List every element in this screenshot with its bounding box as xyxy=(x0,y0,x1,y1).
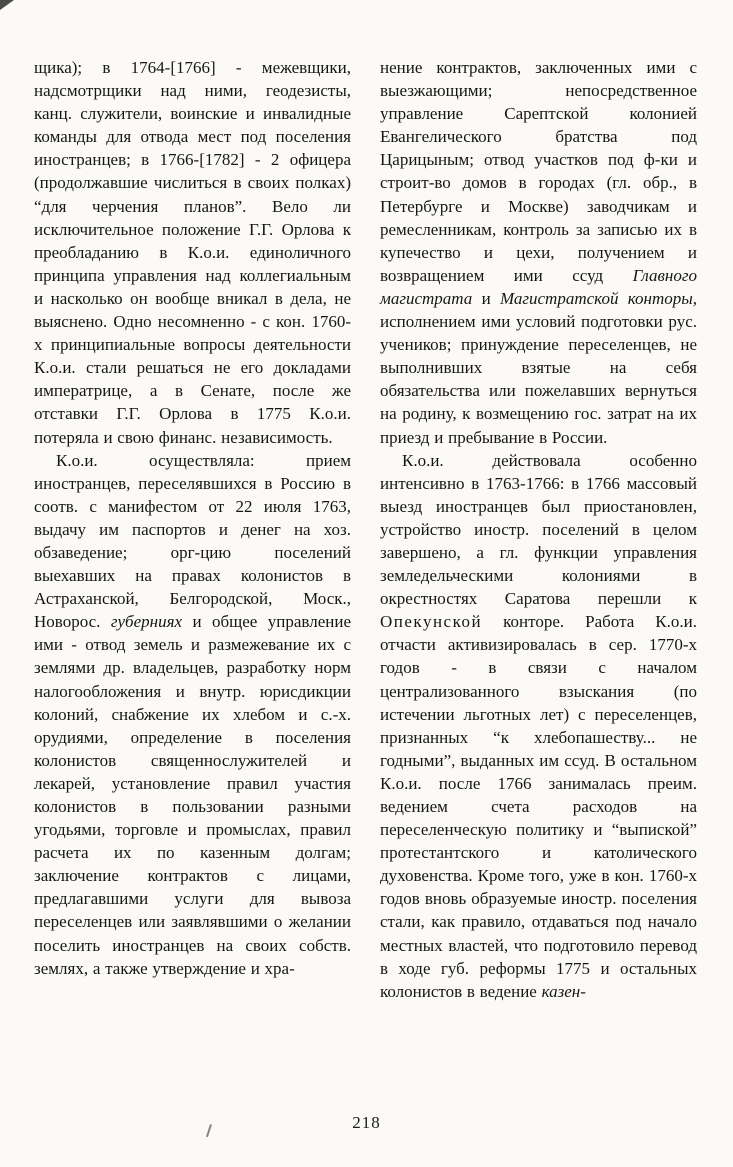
text-run: и общее управление ими - отвод земель и размежевание их с землями др. владельцев, разработку норм налогообложения и внутр. юрисдикции колоний, снабжение их хлебом и с.-х. орудиями, определение в поселения колонистов священнослужителей и лекарей, установление правил участия колонистов в пользовании разными угодьями, торговле и промыслах, правил расчета их по казенным долгам; заключение контрактов с лицами, предлагавшими услуги для вывоза переселенцев или заявлявшими о желании поселить иностранцев на своих собств. землях, а также утверждение и хра- xyxy=(34,612,351,978)
paragraph xyxy=(34,449,351,980)
italic-text-run: губерниях xyxy=(110,612,183,632)
italic-text-run: Магистратской конторы xyxy=(499,288,693,308)
left-column xyxy=(34,56,351,1003)
text-run: К.о.и. действовала особенно интенсивно в 1763-1766: в 1766 массовый выезд иностранцев был приостановлен, устройство иностр. поселений в целом завершено, а гл. функции управления земледельческими колониями в окрестностях Саратова перешли к xyxy=(380,450,697,609)
text-run: щика); в 1764-[1766] - межевщики, надсмотрщики над ними, геодезисты, канц. служители, воинские и инвалидные команды для отвода мест под поселения иностранцев; в 1766-[1782] - 2 офицера (продолжавшие числиться в своих полках) “для черчения планов”. Вело ли исключительное положение Г.Г. Орлова к преобладанию в К.о.и. единоличного принципа управления над коллегиальным и насколько он вообще вникал в дела, не выяснено. Одно несомненно - с кон. 1760-х принципиальные вопросы деятельности К.о.и. стали решаться не его докладами императрице, а в Сенате, после же отставки Г.Г. Орлова в 1775 К.о.и. потеряла и свою финанс. независимость. xyxy=(34,58,351,447)
right-column xyxy=(380,56,697,1003)
scan-corner-artifact xyxy=(0,0,14,10)
paragraph xyxy=(380,56,697,449)
text-run: К.о.и. осуществляла: прием иностранцев, переселявшихся в Россию в соотв. с манифестом от 22 июля 1763, выдачу им паспортов и денег на хоз. обзаведение; орг-цию поселений выехавших на правах колонистов в Астраханской, Белгородской, Моск., Новорос. xyxy=(34,450,351,632)
text-run: Опекунской xyxy=(380,612,483,632)
two-column-text-block xyxy=(34,56,697,1003)
text-run: и xyxy=(472,288,500,308)
text-run: конторе. Работа К.о.и. отчасти активизировалась в сер. 1770-х годов - в связи с началом централизованного взыскания (по истечении льготных лет) с переселенцев, признанных “к хлебопашеству... не годными”, выданных им ссуд. В остальном К.о.и. после 1766 занималась преим. ведением счета расходов на переселенческую политику и “выпиской” протестантского и католического духовенства. Кроме того, уже в кон. 1760-х годов вновь образуемые иностр. поселения стали, как правило, отдаваться под начало местных властей, что подготовило перевод в ходе губ. реформы 1775 и остальных колонистов в ведение xyxy=(380,612,697,1001)
italic-text-run: Главного магистрата xyxy=(380,265,697,308)
italic-text-run: казен- xyxy=(541,981,586,1001)
text-run: нение контрактов, заключенных ими с выезжающими; непосредственное управление Сарептской колонией Евангелического братства под Царицыным; отвод участков под ф-ки и строит-во домов в городах (гл. обр., в Петербурге и Москве) заводчикам и ремесленникам, контроль за записью их в купечество и цехи, получением и возвращением ими ссуд xyxy=(380,58,697,285)
paragraph xyxy=(380,449,697,1003)
text-run: , исполнением ими условий подготовки рус. учеников; принуждение переселенцев, не выполнивших взятые на себя обязательства или пожелавших вернуться на родину, к возмещению гос. затрат на их приезд и пребывание в России. xyxy=(380,288,697,447)
paragraph xyxy=(34,56,351,449)
page-number: 218 xyxy=(352,1113,381,1132)
